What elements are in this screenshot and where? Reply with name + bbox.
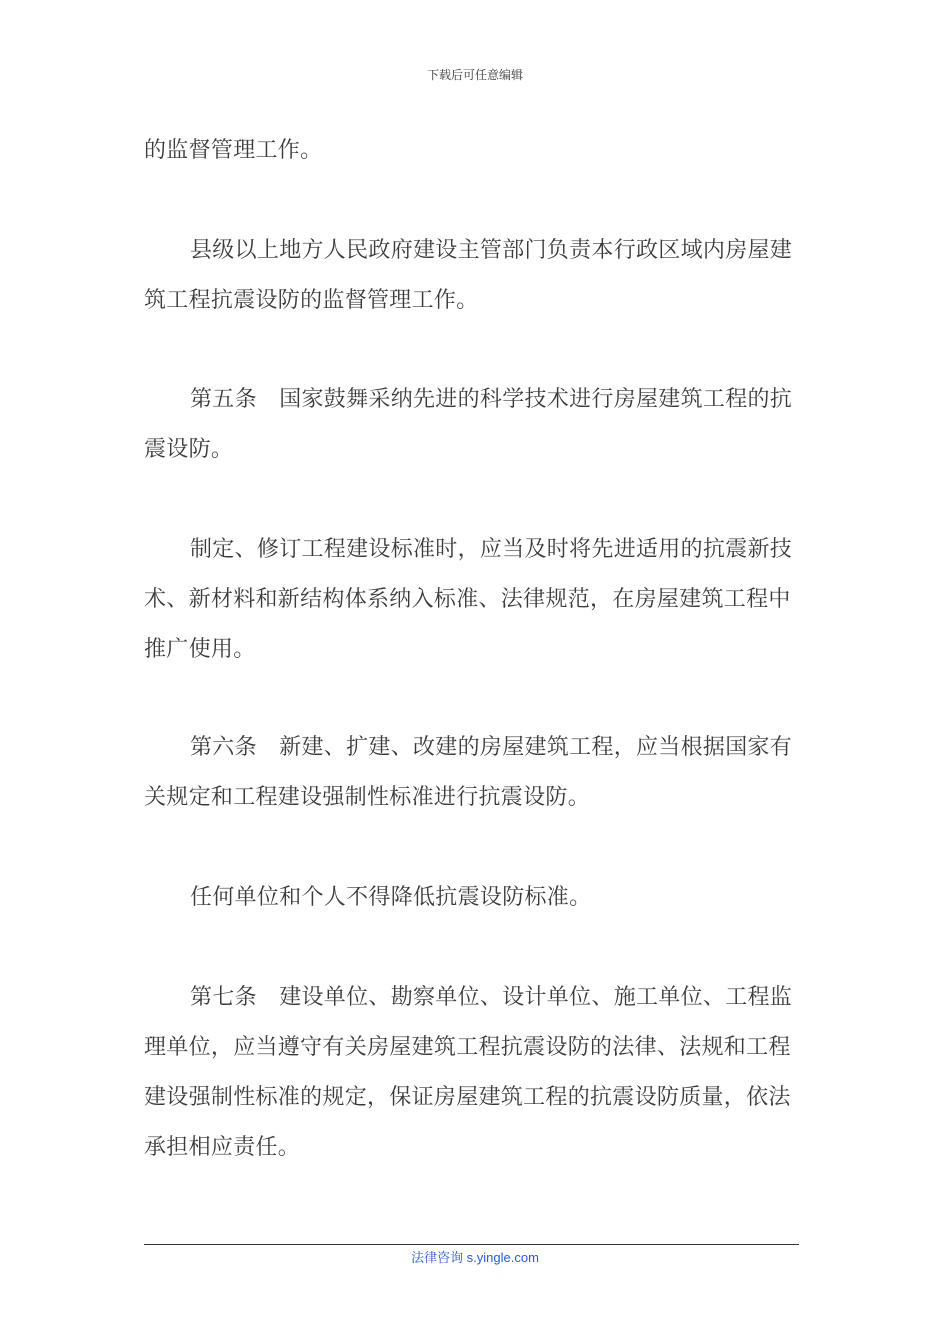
- article-6: [144, 723, 794, 823]
- paragraph-line: 震设防。: [144, 437, 234, 462]
- paragraph-line: 第五条 国家鼓舞采纳先进的科学技术进行房屋建筑工程的抗: [190, 387, 793, 412]
- paragraph-line: 理单位，应当遵守有关房屋建筑工程抗震设防的法律、法规和工程: [144, 1035, 791, 1060]
- footer-link[interactable]: 法律咨询 s.yingle.com: [411, 1250, 539, 1265]
- paragraph-line: 的监督管理工作。: [144, 138, 323, 163]
- article-7: [144, 973, 794, 1173]
- paragraph-line: 制定、修订工程建设标准时，应当及时将先进适用的抗震新技: [190, 537, 793, 562]
- paragraph-line: 任何单位和个人不得降低抗震设防标准。: [190, 885, 592, 910]
- paragraph-line: 第七条 建设单位、勘察单位、设计单位、施工单位、工程监: [190, 985, 793, 1010]
- paragraph-line: 术、新材料和新结构体系纳入标准、法律规范，在房屋建筑工程中: [144, 587, 791, 612]
- paragraph-line: 推广使用。: [144, 637, 256, 662]
- paragraph-line: 筑工程抗震设防的监督管理工作。: [144, 288, 479, 313]
- paragraph-6: [144, 873, 794, 923]
- paragraph-line: 关规定和工程建设强制性标准进行抗震设防。: [144, 785, 591, 810]
- paragraph-line: 承担相应责任。: [144, 1135, 301, 1160]
- paragraph-line: 县级以上地方人民政府建设主管部门负责本行政区域内房屋建: [190, 238, 793, 263]
- article-5: [144, 375, 794, 475]
- paragraph-4: [144, 525, 794, 675]
- paragraph-line: 建设强制性标准的规定，保证房屋建筑工程的抗震设防质量，依法: [144, 1085, 791, 1110]
- paragraph-2: [144, 226, 794, 326]
- paragraph-line: 第六条 新建、扩建、改建的房屋建筑工程，应当根据国家有: [190, 735, 793, 760]
- paragraph-1: [144, 126, 794, 176]
- footer-divider: [144, 1244, 799, 1245]
- page-header: 下载后可任意编辑: [426, 68, 523, 82]
